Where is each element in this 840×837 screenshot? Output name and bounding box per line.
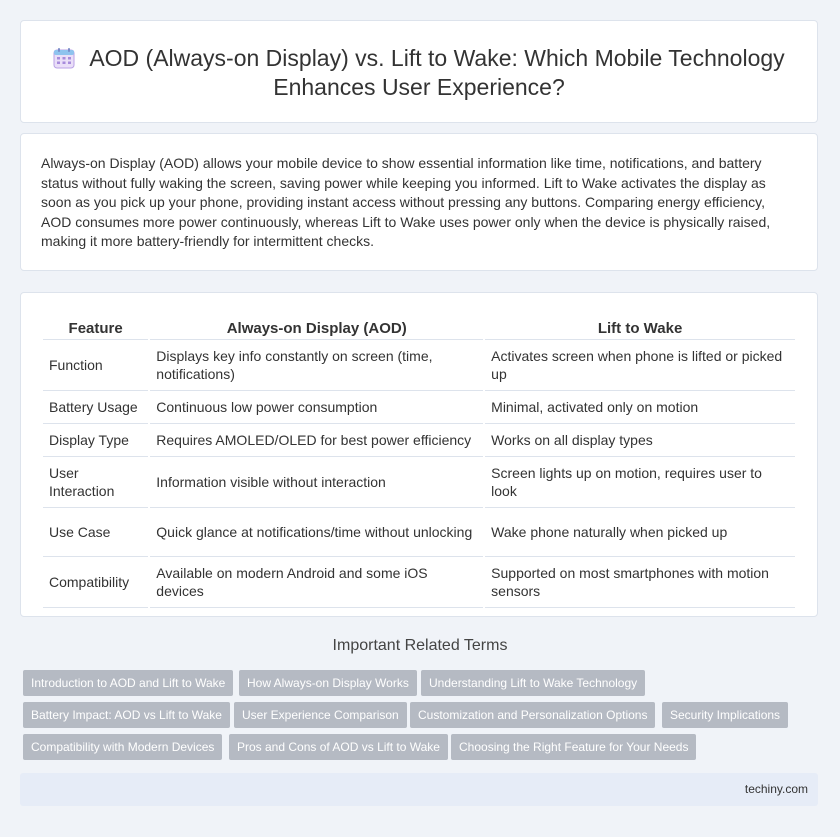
table-cell: Quick glance at notifications/time without unlocking [150, 508, 483, 557]
related-term-tag[interactable]: User Experience Comparison [234, 702, 407, 728]
table-row [43, 457, 795, 508]
table-cell: Compatibility [43, 557, 148, 608]
table-cell: Works on all display types [485, 424, 795, 457]
header-card [20, 20, 818, 123]
table-cell: Function [43, 340, 148, 391]
table-cell: Supported on most smartphones with motion sensors [485, 557, 795, 608]
table-cell: User Interaction [43, 457, 148, 508]
related-term-tag[interactable]: Pros and Cons of AOD vs Lift to Wake [229, 734, 448, 760]
related-term-tag[interactable]: Understanding Lift to Wake Technology [421, 670, 645, 696]
related-term-tag[interactable]: How Always-on Display Works [239, 670, 417, 696]
table-row [43, 557, 795, 608]
comparison-card [20, 292, 818, 617]
table-cell: Use Case [43, 508, 148, 557]
table-cell: Available on modern Android and some iOS devices [150, 557, 483, 608]
page-title: AOD (Always-on Display) vs. Lift to Wake: Which Mobile Technology Enhances User Experience? [89, 45, 785, 100]
table-row [43, 340, 795, 391]
column-header: Always-on Display (AOD) [150, 315, 483, 340]
site-credit[interactable]: techiny.com [744, 782, 808, 796]
table-cell: Requires AMOLED/OLED for best power efficiency [150, 424, 483, 457]
page-title-block [21, 44, 817, 102]
table-cell: Displays key info constantly on screen (time, notifications) [150, 340, 483, 391]
related-term-tag[interactable]: Battery Impact: AOD vs Lift to Wake [23, 702, 230, 728]
table-cell: Wake phone naturally when picked up [485, 508, 795, 557]
table-header-row [43, 315, 795, 340]
intro-paragraph: Always-on Display (AOD) allows your mobile device to show essential information like time, notifications, and battery status without fully waking the screen, saving power while keeping you informed. Lift to Wake activates the display as soon as you pick up your phone, providing instant access without pressing any buttons. Comparing energy efficiency, AOD consumes more power continuously, whereas Lift to Wake uses power only when the device is physically raised, making it more battery-friendly for intermittent checks. [41, 155, 771, 250]
table-cell: Minimal, activated only on motion [485, 391, 795, 424]
table-cell: Continuous low power consumption [150, 391, 483, 424]
intro-card [20, 133, 818, 271]
table-cell: Display Type [43, 424, 148, 457]
table-row [43, 424, 795, 457]
related-term-tag[interactable]: Choosing the Right Feature for Your Needs [451, 734, 696, 760]
table-cell: Information visible without interaction [150, 457, 483, 508]
comparison-table [41, 315, 797, 608]
related-term-tag[interactable]: Compatibility with Modern Devices [23, 734, 222, 760]
calendar-icon [53, 47, 75, 69]
table-cell: Activates screen when phone is lifted or picked up [485, 340, 795, 391]
related-term-tag[interactable]: Introduction to AOD and Lift to Wake [23, 670, 233, 696]
table-cell: Screen lights up on motion, requires user to look [485, 457, 795, 508]
related-terms-title: Important Related Terms [332, 637, 508, 654]
related-term-tag[interactable]: Customization and Personalization Options [410, 702, 655, 728]
table-row [43, 391, 795, 424]
related-term-tag[interactable]: Security Implications [662, 702, 788, 728]
table-row [43, 508, 795, 557]
column-header: Lift to Wake [485, 315, 795, 340]
column-header: Feature [43, 315, 148, 340]
table-cell: Battery Usage [43, 391, 148, 424]
footer-bar [20, 773, 818, 806]
